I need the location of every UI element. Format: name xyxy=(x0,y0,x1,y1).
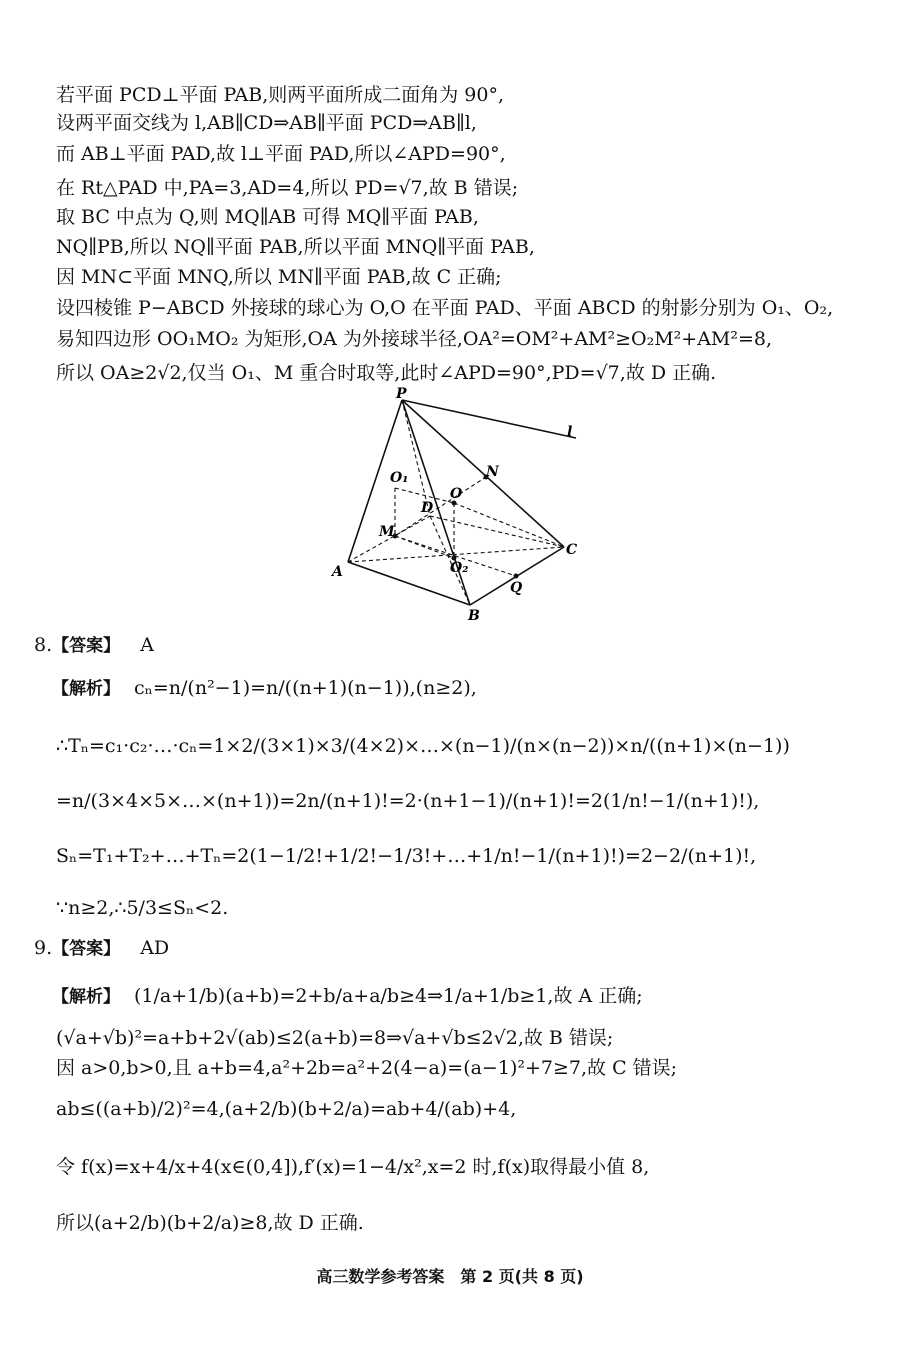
q9-step-5: 令 f(x)=x+4/x+4(x∈(0,4]),f′(x)=1−4/x²,x=2 时,f(x)取得最小值 8, xyxy=(56,1156,650,1178)
q9-number: 9. xyxy=(34,937,53,959)
label-B: B xyxy=(468,608,480,624)
q9-analysis-1 xyxy=(52,985,643,1008)
line-2: 设两平面交线为 l,AB∥CD⇒AB∥平面 PCD⇒AB∥l, xyxy=(56,112,477,134)
label-M: M xyxy=(379,524,395,540)
q8-step-3: =n/(3×4×5×…×(n+1))=2n/(n+1)!=2·(n+1−1)/(n+1)!=2(1/n!−1/(n+1)!), xyxy=(56,790,760,812)
q9-analysis-tag: 【解析】 xyxy=(52,987,120,1007)
label-D: D xyxy=(421,500,434,516)
q8-step-2: ∴Tₙ=c₁·c₂·…·cₙ=1×2/(3×1)×3/(4×2)×…×(n−1)/(n×(n−2))×n/((n+1)×(n−1)) xyxy=(56,735,790,757)
line-1: 若平面 PCD⊥平面 PAB,则两平面所成二面角为 90°, xyxy=(56,84,505,106)
label-O: O xyxy=(450,486,463,502)
label-O1: O₁ xyxy=(390,470,409,486)
label-C: C xyxy=(566,542,578,558)
label-O2: O₂ xyxy=(450,560,469,576)
line-3: 而 AB⊥平面 PAD,故 l⊥平面 PAD,所以∠APD=90°, xyxy=(56,143,506,165)
line-4: 在 Rt△PAD 中,PA=3,AD=4,所以 PD=√7,故 B 错误; xyxy=(56,177,519,199)
pyramid-figure xyxy=(320,386,610,626)
q9-step-2: (√a+√b)²=a+b+2√(ab)≤2(a+b)=8⇒√a+√b≤2√2,故 B 错误; xyxy=(56,1027,614,1049)
line-10: 所以 OA≥2√2,仅当 O₁、M 重合时取等,此时∠APD=90°,PD=√7,故 D 正确. xyxy=(56,362,717,384)
label-N: N xyxy=(486,464,499,480)
q8-step-5: ∵n≥2,∴5/3≤Sₙ<2. xyxy=(56,897,229,919)
q8-analysis-1 xyxy=(52,677,477,700)
label-A: A xyxy=(332,564,343,580)
q8-header xyxy=(34,634,154,657)
q9-step-3: 因 a>0,b>0,且 a+b=4,a²+2b=a²+2(4−a)=(a−1)²+7≥7,故 C 错误; xyxy=(56,1057,678,1079)
q9-step-6: 所以(a+2/b)(b+2/a)≥8,故 D 正确. xyxy=(56,1212,364,1234)
label-P: P xyxy=(396,386,407,402)
q9-header xyxy=(34,937,169,960)
q8-step-1: cₙ=n/(n²−1)=n/((n+1)(n−1)),(n≥2), xyxy=(134,677,477,699)
q9-step-4: ab≤((a+b)/2)²=4,(a+2/b)(b+2/a)=ab+4/(ab)+4, xyxy=(56,1098,517,1120)
q8-answer: A xyxy=(140,634,154,656)
line-6: NQ∥PB,所以 NQ∥平面 PAB,所以平面 MNQ∥平面 PAB, xyxy=(56,236,535,258)
line-9: 易知四边形 OO₁MO₂ 为矩形,OA 为外接球半径,OA²=OM²+AM²≥O₂M²+AM²=8, xyxy=(56,328,773,350)
q8-answer-tag: 【答案】 xyxy=(52,636,121,656)
q9-step-1: (1/a+1/b)(a+b)=2+b/a+a/b≥4⇒1/a+1/b≥1,故 A 正确; xyxy=(134,985,643,1007)
q8-number: 8. xyxy=(34,634,53,656)
label-l: l xyxy=(567,424,573,440)
line-7: 因 MN⊂平面 MNQ,所以 MN∥平面 PAB,故 C 正确; xyxy=(56,266,502,288)
q8-analysis-tag: 【解析】 xyxy=(52,679,120,699)
label-Q: Q xyxy=(510,580,523,596)
line-5: 取 BC 中点为 Q,则 MQ∥AB 可得 MQ∥平面 PAB, xyxy=(56,206,479,228)
q8-step-4: Sₙ=T₁+T₂+…+Tₙ=2(1−1/2!+1/2!−1/3!+…+1/n!−1/(n+1)!)=2−2/(n+1)!, xyxy=(56,845,757,867)
q9-answer: AD xyxy=(140,937,170,959)
page-footer: 高三数学参考答案 第 2 页(共 8 页) xyxy=(316,1267,584,1286)
line-8: 设四棱锥 P−ABCD 外接球的球心为 O,O 在平面 PAD、平面 ABCD 的射影分别为 O₁、O₂, xyxy=(56,297,834,319)
q9-answer-tag: 【答案】 xyxy=(52,939,121,959)
